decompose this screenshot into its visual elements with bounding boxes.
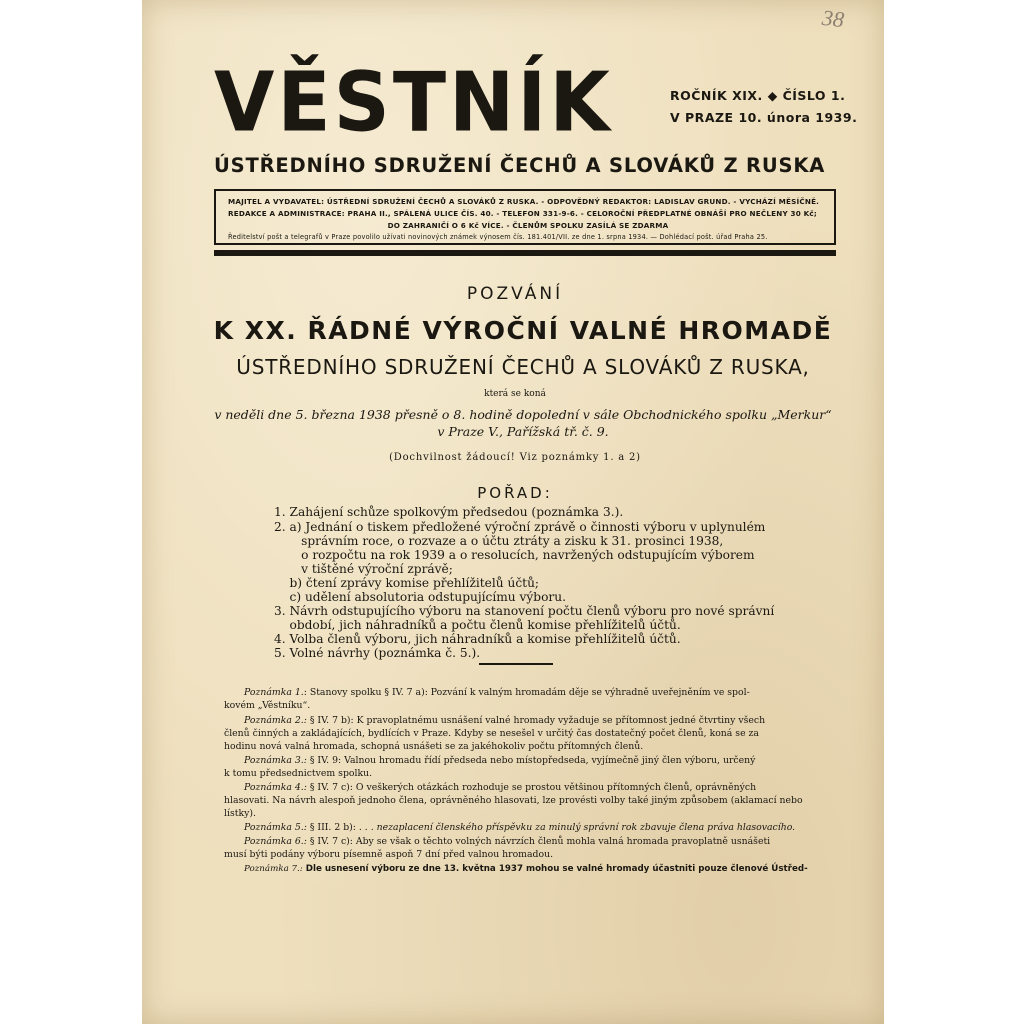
invitation-heading: K XX. ŘÁDNÉ VÝROČNÍ VALNÉ HROMADĚ (213, 316, 833, 345)
note-4 (244, 783, 756, 792)
agenda-line: správním roce, o rozvaze a o účtu ztráty a zisku k 31. prosinci 1938, (274, 534, 724, 548)
note-3 (244, 756, 755, 765)
note-text: § III. 2 b): (306, 822, 359, 833)
meeting-time-place: v neděli dne 5. března 1938 přesně o 8. hodině dopolední v sále Obchodnického spolku „Merkur“ (214, 407, 832, 422)
note-text: § IV. 7 c): O veškerých otázkách rozhoduje se prostou většinou přítomných členů, oprávněných (306, 782, 757, 793)
invitation-organization: ÚSTŘEDNÍHO SDRUŽENÍ ČECHŮ A SLOVÁKŮ Z RUSKA, (236, 355, 810, 379)
note-label: Poznámka 6.: (244, 836, 307, 847)
note-6 (244, 837, 770, 846)
pencil-annotation: 38 (820, 4, 846, 33)
note-label: Poznámka 3.: (244, 755, 307, 766)
agenda-line: období, jich náhradníků a počtu členů komise přehlížitelů účtů. (274, 618, 681, 632)
agenda-line: 3. Návrh odstupujícího výboru na stanovení počtu členů výboru pro nové správní (274, 604, 775, 618)
masthead-title: VĚSTNÍK (214, 55, 613, 151)
publisher-info-line: MAJITEL A VYDAVATEL: ÚSTŘEDNÍ SDRUŽENÍ ČECHŮ A SLOVÁKŮ Z RUSKA. - ODPOVĚDNÝ REDAKTOR: LADISLAV GRUND. - VYCHÁZÍ MĚSÍČNĚ. (228, 197, 820, 206)
publisher-info-line: DO ZAHRANIČÍ O 6 Kč VÍCE. - ČLENŮM SPOLKU ZASÍLÁ SE ZDARMA (387, 221, 669, 230)
note-6-cont: musí býti podány výboru písemně aspoň 7 dní před valnou hromadou. (224, 849, 554, 860)
note-label: Poznámka 1. (244, 687, 304, 698)
agenda-line: o rozpočtu na rok 1939 a o resolucích, navržených odstupujícím výborem (274, 548, 755, 562)
note-text: § IV. 7 b): K pravoplatnému usnášení valné hromady vyžaduje se přítomnost jedné čtvrtiny všech (306, 715, 766, 726)
invitation-ktera-se-kona: která se koná (484, 389, 546, 399)
agenda-line: b) čtení zprávy komise přehlížitelů účtů; (274, 576, 540, 590)
note-text-italic: . . . nezaplacení členského příspěvku za minulý správní rok zbavuje člena práva hlasovacího. (358, 822, 796, 833)
note-2 (244, 716, 765, 725)
meeting-address: v Praze V., Pařížská tř. č. 9. (437, 424, 609, 439)
agenda-line: v tištěné výroční zprávě; (274, 562, 453, 576)
note-text: § IV. 7 c): Aby se však o těchto volných návrzích členů mohla valná hromada pravoplatně usnášeti (306, 836, 771, 847)
agenda-line: c) udělení absolutoria odstupujícímu výboru. (274, 590, 566, 604)
agenda-line: 2. a) Jednání o tiskem předložené výroční zprávě o činnosti výboru v uplynulém (274, 520, 766, 534)
masthead-subtitle: ÚSTŘEDNÍHO SDRUŽENÍ ČECHŮ A SLOVÁKŮ Z RUSKA (214, 154, 826, 177)
note-1-cont: kovém „Věstníku“. (224, 700, 311, 711)
punctuality-note: (Dochvilnost žádoucí! Viz poznámky 1. a 2) (389, 452, 641, 463)
note-2-cont: hodinu nová valná hromada, schopná usnášeti se za jakéhokoliv počtu přítomných členů. (224, 741, 644, 752)
newsletter-page (142, 0, 884, 1024)
note-label: Poznámka 7.: (244, 864, 303, 874)
publisher-info-line: REDAKCE A ADMINISTRACE: PRAHA II., SPÁLENÁ ULICE ČÍS. 40. - TELEFON 331-9-6. - CELOROČNÍ PŘEDPLATNÉ OBNÁŠÍ PRO NEČLENY 30 Kč; (228, 209, 817, 218)
note-3-cont: k tomu předsednictvem spolku. (224, 768, 373, 779)
note-4-cont: lístky). (224, 808, 256, 819)
note-label: Poznámka 5.: (244, 822, 307, 833)
issue-number: ROČNÍK XIX. ◆ ČÍSLO 1. (670, 88, 846, 103)
note-1 (244, 688, 750, 697)
note-7 (244, 864, 808, 874)
header-rule (214, 250, 836, 256)
postal-permit-line: Ředitelství pošt a telegrafů v Praze povolilo užívati novinových známek výnosem čís. 181.401/VII. ze dne 1. srpna 1934. — Dohlédací pošt. úřad Praha 25. (228, 233, 768, 241)
note-label: Poznámka 2.: (244, 715, 307, 726)
agenda-line: 1. Zahájení schůze spolkovým předsedou (poznámka 3.). (274, 505, 624, 519)
note-text: § IV. 9: Valnou hromadu řídí předseda nebo místopředseda, vyjímečně jiný člen výboru, určený (306, 755, 756, 766)
invitation-label: POZVÁNÍ (466, 284, 564, 304)
agenda-title: POŘAD: (477, 484, 553, 502)
note-text: : Stanovy spolku § IV. 7 a): Pozvání k valným hromadám děje se výhradně uveřejněním ve spol- (303, 687, 750, 698)
section-divider (479, 663, 553, 665)
agenda-line: 5. Volné návrhy (poznámka č. 5.). (274, 646, 481, 660)
note-text: Dle usnesení výboru ze dne 13. května 1937 mohou se valné hromady účastniti pouze členové Ústřed- (302, 864, 808, 874)
note-label: Poznámka 4.: (244, 782, 307, 793)
issue-place-date: V PRAZE 10. února 1939. (670, 110, 858, 125)
agenda-line: 4. Volba členů výboru, jich náhradníků a komise přehlížitelů účtů. (274, 632, 681, 646)
note-2-cont: členů činných a zakládajících, bydlících v Praze. Kdyby se nesešel v určitý čas dostatečný počet členů, koná se za (224, 728, 759, 739)
note-4-cont: hlasovati. Na návrh alespoň jednoho člena, oprávněného hlasovati, lze provésti volby také jiným způsobem (aklamací nebo (224, 795, 803, 806)
note-5 (244, 823, 795, 832)
publisher-info-box (214, 189, 836, 245)
